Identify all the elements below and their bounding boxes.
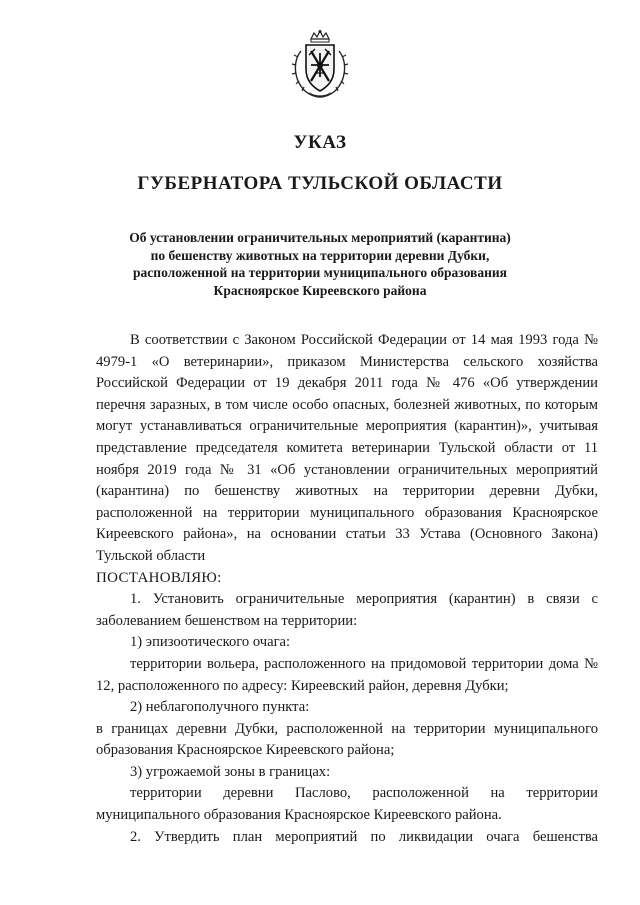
item-1-3-label: 3) угрожаемой зоны в границах: bbox=[130, 763, 331, 780]
item-1-3-text: территории деревни Паслово, расположенной на территории муниципального образования Красноярское Киреевского района. bbox=[96, 785, 598, 824]
subject-line: Красноярское Киреевского района bbox=[213, 282, 427, 298]
decree-body bbox=[96, 330, 598, 848]
item-1-2-label: 2) неблагополучного пункта: bbox=[130, 699, 310, 716]
preamble-paragraph: В соответствии с Законом Российской Федерации от 14 мая 1993 года № 4979-1 «О ветеринарии», приказом Министерства сельского хозяйства Российской Федерации от 19 декабря 2011 года № 476 «Об утверждении перечня заразных, в том числе особо опасных, болезней животных, по которым могут устанавливаться ограничительные мероприятия (карантин)», учитывая представление председателя комитета ветеринарии Тульской области от 11 ноября 2019 года № 31 «Об установлении ограничительных мероприятий (карантина) по бешенству животных на территории деревни Дубки, расположенной на территории муниципального образования Красноярское Киреевского района», на основании статьи 33 Устава (Основного Закона) Тульской области bbox=[96, 332, 598, 564]
tula-coat-of-arms-icon bbox=[289, 29, 351, 101]
item-1-1-label: 1) эпизоотического очага: bbox=[130, 634, 291, 651]
document-title: УКАЗ bbox=[293, 132, 347, 153]
subject-line: по бешенству животных на территории деревни Дубки, bbox=[150, 247, 490, 263]
item-1-1-text: территории вольера, расположенного на придомовой территории дома № 12, расположенного по адресу: Киреевский район, деревня Дубки; bbox=[96, 655, 598, 694]
item-1-2-text: в границах деревни Дубки, расположенной на территории муниципального образования Красноярское Киреевского района; bbox=[96, 720, 598, 759]
item-2: 2. Утвердить план мероприятий по ликвидации очага бешенства bbox=[130, 828, 598, 845]
subject-line: расположенной на территории муниципального образования bbox=[133, 265, 507, 280]
decree-word: ПОСТАНОВЛЯЮ: bbox=[96, 569, 222, 586]
subject-line: Об установлении ограничительных мероприятий (карантина) bbox=[129, 230, 511, 245]
item-1: 1. Установить ограничительные мероприятия (карантин) в связи с заболеванием бешенством на территории: bbox=[96, 591, 598, 629]
document-subtitle: ГУБЕРНАТОРА ТУЛЬСКОЙ ОБЛАСТИ bbox=[137, 173, 503, 194]
decree-subject bbox=[95, 229, 545, 299]
